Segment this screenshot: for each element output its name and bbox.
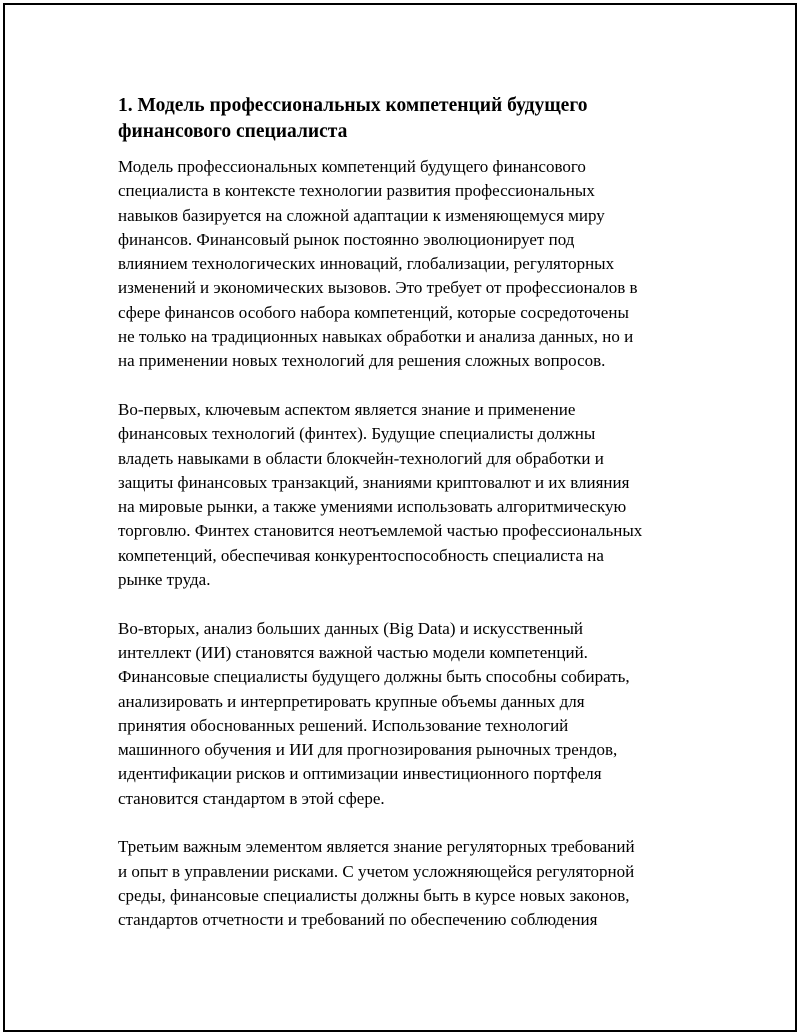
text-line: влиянием технологических инноваций, глобализации, регуляторных <box>118 254 615 274</box>
text-line: торговлю. Финтех становится неотъемлемой частью профессиональных <box>118 521 643 541</box>
text-line: стандартов отчетности и требований по обеспечению соблюдения <box>118 910 598 930</box>
text-line: владеть навыками в области блокчейн-технологий для обработки и <box>118 448 604 468</box>
document-body <box>118 93 693 957</box>
text-line: Во-вторых, анализ больших данных (Big Data) и искусственный <box>118 618 583 638</box>
text-line: среды, финансовые специалисты должны быть в курсе новых законов, <box>118 885 630 905</box>
heading-line: 1. Модель профессиональных компетенций будущего <box>118 95 588 116</box>
text-line: Во-первых, ключевым аспектом является знание и применение <box>118 399 576 419</box>
text-line: на мировые рынки, а также умениями использовать алгоритмическую <box>118 497 627 517</box>
paragraph-big-data <box>118 617 693 811</box>
text-line: и опыт в управлении рисками. С учетом усложняющейся регуляторной <box>118 861 635 881</box>
text-line: Третьим важным элементом является знание регуляторных требований <box>118 837 635 857</box>
text-line: изменений и экономических вызовов. Это требует от профессионалов в <box>118 278 638 298</box>
text-line: интеллект (ИИ) становятся важной частью модели компетенций. <box>118 642 588 662</box>
text-line: Модель профессиональных компетенций будущего финансового <box>118 157 586 176</box>
text-line: навыков базируется на сложной адаптации к изменяющемуся миру <box>118 205 605 225</box>
text-line: становится стандартом в этой сфере. <box>118 788 385 808</box>
text-line: финансовых технологий (финтех). Будущие специалисты должны <box>118 424 596 444</box>
text-line: сфере финансов особого набора компетенций, которые сосредоточены <box>118 302 629 322</box>
heading-line: финансового специалиста <box>118 121 348 142</box>
text-line: Финансовые специалисты будущего должны быть способны собирать, <box>118 667 630 687</box>
text-line: идентификации рисков и оптимизации инвестиционного портфеля <box>118 764 602 784</box>
text-line: компетенций, обеспечивая конкурентоспособность специалиста на <box>118 545 604 565</box>
text-line: финансов. Финансовый рынок постоянно эволюционирует под <box>118 229 575 249</box>
text-line: рынке труда. <box>118 570 211 590</box>
text-line: защиты финансовых транзакций, знаниями криптовалют и их влияния <box>118 472 630 492</box>
paragraph-regulatory <box>118 835 693 932</box>
text-line: не только на традиционных навыках обработки и анализа данных, но и <box>118 327 634 347</box>
paragraph-fintech <box>118 398 693 592</box>
text-line: принятия обоснованных решений. Использование технологий <box>118 715 569 735</box>
section-heading <box>118 93 693 145</box>
paragraph-intro <box>118 155 693 374</box>
text-line: анализировать и интерпретировать крупные объемы данных для <box>118 691 585 711</box>
text-line: на применении новых технологий для решения сложных вопросов. <box>118 351 606 371</box>
text-line: машинного обучения и ИИ для прогнозирования рыночных трендов, <box>118 740 618 760</box>
text-line: специалиста в контексте технологии развития профессиональных <box>118 181 595 201</box>
